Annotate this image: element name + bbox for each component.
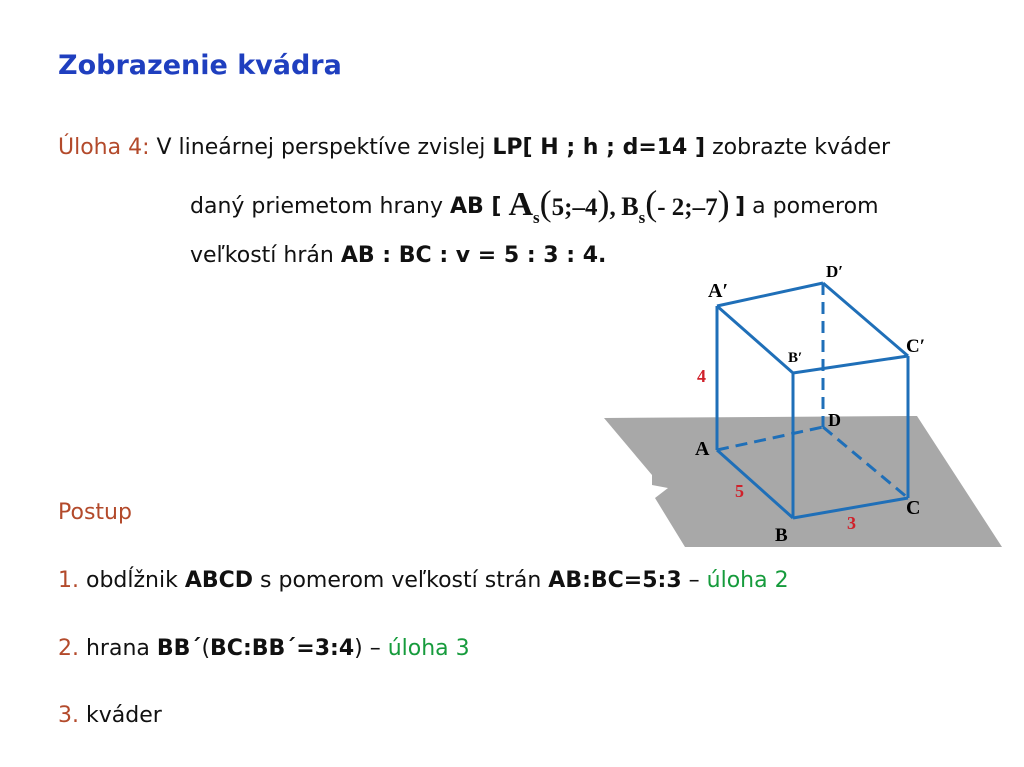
task-text: a pomerom [745,194,879,219]
procedure-step-3: 3. kváder [58,703,162,728]
page-title: Zobrazenie kvádra [58,50,342,81]
procedure-step-2: 2. hrana BB´(BC:BB´=3:4) – úloha 3 [58,636,470,661]
task-text: veľkostí hrán [190,243,341,268]
label-B1: B′ [788,350,803,366]
label-B: B [775,525,788,546]
label-D1: D′ [826,262,844,281]
task-text: V lineárnej perspektíve zvislej [149,135,493,160]
label-D: D [828,410,841,430]
task-perspective: LP[ H ; h ; d=14 ] [492,135,706,160]
link-uloha-2[interactable]: úloha 2 [706,568,789,593]
ground-plane [604,416,1002,547]
edge-B1-A1 [717,306,793,373]
procedure-heading: Postup [58,500,132,525]
edge-A1-D1 [717,283,823,306]
label-A1: A′ [708,280,729,302]
step-number: 3. [58,703,79,728]
edge-D1-C1 [823,283,908,356]
step-number: 1. [58,568,79,593]
point-A-math: $A_s(5;-4)$, $B_s(-$ 2;–7) [508,183,730,227]
task-edge: AB [ [449,194,502,219]
dim-bc: 3 [847,513,856,533]
task-line-1 [58,135,890,160]
link-uloha-3[interactable]: úloha 3 [387,636,470,661]
label-C: C [906,497,921,519]
task-bracket: ] [735,194,746,219]
task-label: Úloha 4: [58,135,150,160]
task-text: zobrazte kváder [705,135,891,160]
cuboid-figure [590,255,1010,555]
edge-C1-B1 [793,356,908,373]
task-ratio: AB : BC : v = 5 : 3 : 4. [340,243,607,268]
procedure-step-1: 1. obdĺžnik ABCD s pomerom veľkostí strán AB:BC=5:3 – úloha 2 [58,568,789,593]
dim-ab: 5 [735,481,744,501]
task-line-2 [190,180,879,227]
label-A: A [695,438,710,460]
task-line-3 [190,243,606,268]
label-C1: C′ [906,336,926,357]
task-text: daný priemetom hrany [190,194,450,219]
dim-height: 4 [697,366,706,386]
step-number: 2. [58,636,79,661]
